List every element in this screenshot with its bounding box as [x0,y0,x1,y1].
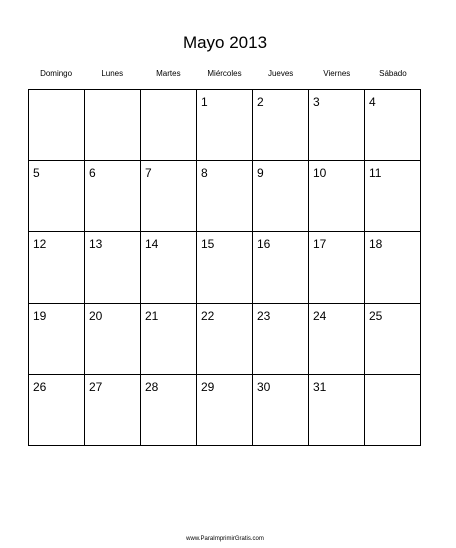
weekday-label: Jueves [267,69,294,78]
day-cell [309,161,365,232]
day-cell [197,161,253,232]
weekday-label: Miércoles [207,69,242,78]
weekday-label: Martes [156,69,181,78]
day-number: 6 [89,166,96,181]
day-cell [197,90,253,161]
day-cell [29,375,85,446]
day-number: 8 [201,166,208,181]
day-cell [197,375,253,446]
day-cell [309,304,365,375]
day-number: 13 [89,237,103,252]
day-number: 4 [369,95,376,109]
day-number: 5 [33,166,40,181]
day-number: 15 [201,237,215,252]
day-cell [85,232,141,303]
day-cell [253,375,309,446]
day-cell [253,90,309,161]
day-number: 3 [313,95,320,109]
day-number: 1 [201,95,208,109]
day-number: 10 [313,166,327,181]
weekday-label: Sábado [379,69,407,78]
calendar-title: Mayo 2013 [182,33,268,52]
day-number: 19 [33,308,47,323]
day-cell [29,232,85,303]
day-number: 7 [145,166,152,181]
weekday-label: Viernes [323,69,351,78]
day-number: 29 [201,379,215,394]
day-number: 31 [313,379,327,394]
day-number: 24 [313,308,327,323]
footer-website: www.ParaImprimirGratis.com [186,536,264,542]
weekday-label: Lunes [101,69,124,78]
day-number: 26 [33,379,47,394]
day-cell [365,375,421,446]
day-cell [141,232,197,303]
day-cell [197,232,253,303]
day-number: 25 [369,308,383,323]
calendar-grid [28,89,421,446]
day-cell [365,232,421,303]
day-cell [309,90,365,161]
day-number: 2 [257,95,264,109]
day-cell [197,304,253,375]
day-cell [141,161,197,232]
day-cell [29,304,85,375]
day-cell [365,90,421,161]
day-number: 23 [257,308,271,323]
day-number: 9 [257,166,264,181]
day-number: 22 [201,308,215,323]
day-cell [141,375,197,446]
day-cell [141,90,197,161]
day-number: 20 [89,308,103,323]
day-cell [253,304,309,375]
day-number: 27 [89,379,103,394]
day-number: 16 [257,237,271,252]
day-cell [309,375,365,446]
day-number: 21 [145,308,159,323]
day-cell [141,304,197,375]
day-number: 30 [257,379,271,394]
day-cell [253,232,309,303]
day-number: 12 [33,237,47,252]
day-cell [309,232,365,303]
day-cell [85,375,141,446]
day-cell [365,304,421,375]
day-number: 11 [369,166,382,181]
weekday-header-row [28,69,421,79]
day-cell [85,304,141,375]
day-number: 18 [369,237,383,252]
day-cell [253,161,309,232]
day-cell [365,161,421,232]
day-number: 28 [145,379,159,394]
day-cell [29,90,85,161]
day-cell [85,161,141,232]
day-cell [29,161,85,232]
day-number: 14 [145,237,159,252]
weekday-label: Domingo [40,69,73,78]
day-number: 17 [313,237,327,252]
day-cell [85,90,141,161]
